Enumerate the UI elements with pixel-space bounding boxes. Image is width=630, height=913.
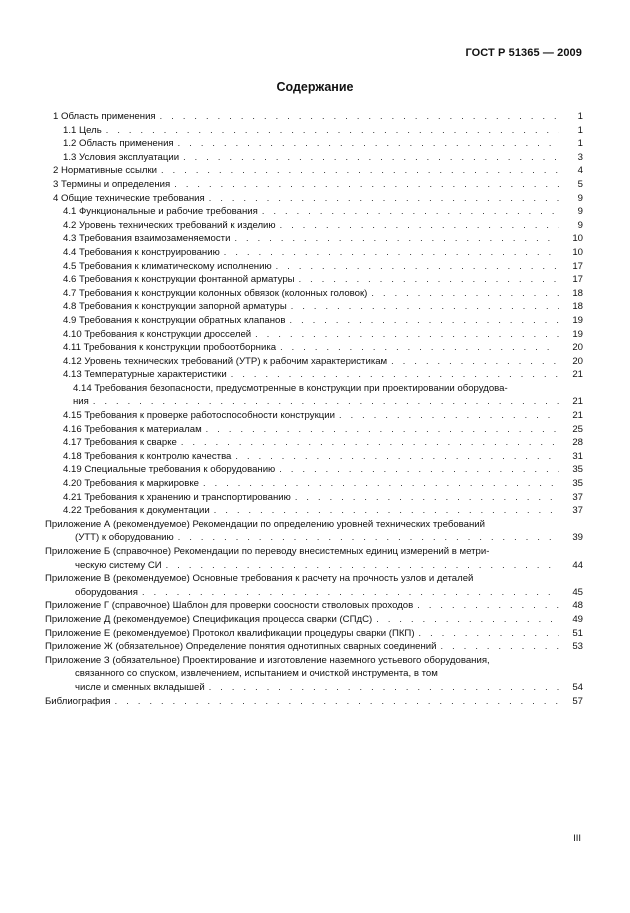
toc-entry[interactable]: 4.11 Требования к конструкции пробоотборника . . . 20	[53, 341, 583, 355]
toc-entry[interactable]: 4.2 Уровень технических требований к изделию . . . 9	[53, 219, 583, 233]
toc-entry[interactable]: 4.1 Функциональные и рабочие требования . . . 9	[53, 205, 583, 219]
toc-entry[interactable]: 4.7 Требования к конструкции колонных обвязок (колонных головок) . . . 18	[53, 287, 583, 301]
appendix-entry-zh[interactable]: Приложение Ж (обязательное) Определение понятия однотипных сварных соединений . . . 53	[45, 640, 583, 654]
toc-entry-continuation: ния . . . 21	[73, 395, 583, 409]
toc-entry[interactable]: 4.19 Специальные требования к оборудованию . . . 35	[53, 463, 583, 477]
toc-entry[interactable]: 2 Нормативные ссылки . . . 4	[53, 164, 583, 178]
toc-entry[interactable]: 4.16 Требования к материалам . . . 25	[53, 423, 583, 437]
page-number: III	[573, 833, 581, 844]
toc-entry-continuation: ческую систему СИ . . . 44	[45, 559, 583, 573]
toc-entry[interactable]: 4 Общие технические требования . . . 9	[53, 192, 583, 206]
toc-entry-continuation: (УТТ) к оборудованию . . . 39	[45, 531, 583, 545]
toc-entry[interactable]: 4.22 Требования к документации . . . 37	[53, 504, 583, 518]
table-of-contents	[45, 110, 583, 708]
toc-entry[interactable]: 1 Область применения . . . 1	[53, 110, 583, 124]
appendix-entry-z[interactable]: Приложение З (обязательное) Проектирование и изготовление наземного устьевого оборудования, связанного со спуском, извлечением, испытанием и очисткой инструмента, в том числе и сменных вкладышей . . . 54	[45, 654, 583, 695]
toc-entry[interactable]: 1.1 Цель . . . 1	[53, 124, 583, 138]
appendix-entry-a[interactable]: Приложение А (рекомендуемое) Рекомендации по определению уровней технических требований (УТТ) к оборудованию . . . 39	[45, 518, 583, 545]
appendix-entry-v[interactable]: Приложение В (рекомендуемое) Основные требования к расчету на прочность узлов и деталей оборудования . . . 45	[45, 572, 583, 599]
toc-entry[interactable]: 4.13 Температурные характеристики . . . 21	[53, 368, 583, 382]
appendix-entry-b[interactable]: Приложение Б (справочное) Рекомендации по переводу внесистемных единиц измерений в метри- ческую систему СИ . . . 44	[45, 545, 583, 572]
toc-entry[interactable]: 3 Термины и определения . . . 5	[53, 178, 583, 192]
toc-entry[interactable]: 4.8 Требования к конструкции запорной арматуры . . . 18	[53, 300, 583, 314]
toc-entry[interactable]: 4.15 Требования к проверке работоспособности конструкции . . . 21	[53, 409, 583, 423]
toc-entry[interactable]: 4.9 Требования к конструкции обратных клапанов . . . 19	[53, 314, 583, 328]
toc-entry[interactable]: 4.21 Требования к хранению и транспортированию . . . 37	[53, 491, 583, 505]
document-header: ГОСТ Р 51365 — 2009	[465, 47, 582, 59]
toc-entry[interactable]: 4.17 Требования к сварке . . . 28	[53, 436, 583, 450]
toc-entry[interactable]: 4.18 Требования к контролю качества . . . 31	[53, 450, 583, 464]
toc-entry[interactable]: 4.12 Уровень технических требований (УТР) к рабочим характеристикам . . . 20	[53, 355, 583, 369]
toc-entry[interactable]: 4.10 Требования к конструкции дросселей . . . 19	[53, 328, 583, 342]
toc-entry[interactable]: 4.20 Требования к маркировке . . . 35	[53, 477, 583, 491]
toc-entry-continuation: числе и сменных вкладышей . . . 54	[45, 681, 583, 695]
appendix-entry-g[interactable]: Приложение Г (справочное) Шаблон для проверки соосности стволовых проходов . . . 48	[45, 599, 583, 613]
bibliography-entry[interactable]: Библиография . . . 57	[45, 695, 583, 709]
toc-entry[interactable]: 4.5 Требования к климатическому исполнению . . . 17	[53, 260, 583, 274]
appendix-entry-d[interactable]: Приложение Д (рекомендуемое) Спецификация процесса сварки (СПдС) . . . 49	[45, 613, 583, 627]
toc-entry[interactable]: 1.3 Условия эксплуатации . . . 3	[53, 151, 583, 165]
toc-entry[interactable]: 4.4 Требования к конструированию . . . 10	[53, 246, 583, 260]
toc-entry-multiline[interactable]: 4.14 Требования безопасности, предусмотренные в конструкции при проектировании оборудова- ния . . . 21	[53, 382, 583, 409]
toc-entry[interactable]: 4.6 Требования к конструкции фонтанной арматуры . . . 17	[53, 273, 583, 287]
toc-entry-continuation: оборудования . . . 45	[45, 586, 583, 600]
page-title: Содержание	[276, 80, 354, 94]
toc-entry[interactable]: 4.3 Требования взаимозаменяемости . . . 10	[53, 232, 583, 246]
appendix-entry-e[interactable]: Приложение Е (рекомендуемое) Протокол квалификации процедуры сварки (ПКП) . . . 51	[45, 627, 583, 641]
toc-entry[interactable]: 1.2 Область применения . . . 1	[53, 137, 583, 151]
